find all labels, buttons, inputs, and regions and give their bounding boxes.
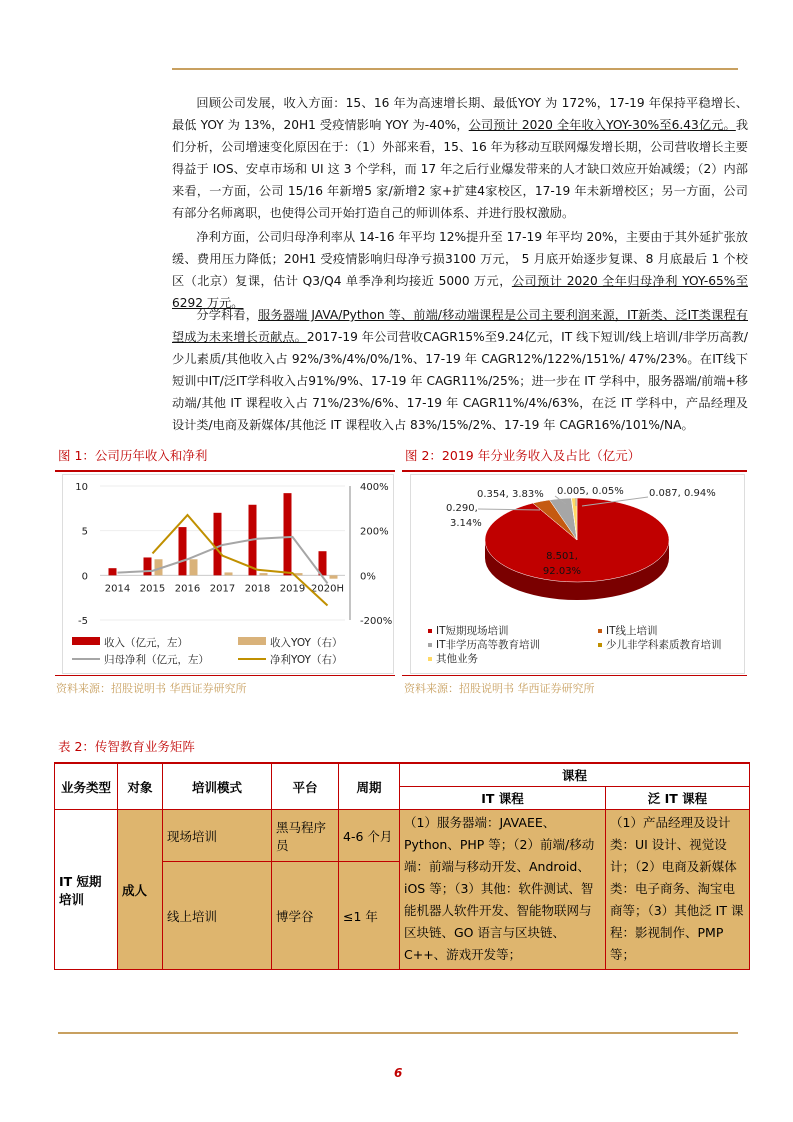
- page-number: 6: [394, 1066, 403, 1080]
- pie-label: 3.14%: [450, 518, 482, 529]
- header-it-course: IT 课程: [400, 787, 606, 810]
- right-axis-tick: 200%: [360, 526, 389, 538]
- x-axis-tick: 2020H: [311, 583, 344, 595]
- legend-swatch: [428, 629, 432, 633]
- left-axis-tick: 10: [75, 482, 88, 493]
- text: 我们分析，公司增速变化原因在于：（1）外部来看，15、16 年为移动互联网爆发增长期，公司营收增长主要得益于 IOS、安卓市场和 UI 这 3 个学科，而 17 年之后行业爆发带来的人才缺口效应开始减缓；（2）内部来看，一方面，公司 15/16 年新增5 家/新增2 家+扩建4家校区，17-19 年未新增校区；另一方面，公司有部分名师离职，也使得公司开始打造自己的师训体系、并进行股权激励。: [172, 118, 748, 220]
- header-fan-it-course: 泛 IT 课程: [606, 787, 750, 810]
- legend-label: 收入YOY（右）: [270, 637, 343, 649]
- right-axis-tick: 400%: [360, 482, 389, 493]
- header-target: 对象: [118, 763, 163, 810]
- right-axis-tick: 0%: [360, 571, 376, 583]
- x-axis-tick: 2015: [139, 583, 166, 595]
- header-mode: 培训模式: [163, 763, 272, 810]
- table-2-title: 表 2：传智教育业务矩阵: [58, 739, 195, 754]
- cell-platform-1: 黑马程序员: [272, 810, 339, 862]
- highlighted-text: 公司预计 2020 全年归母净利 YOY-65%至 6292 万元。: [172, 274, 749, 310]
- header-course: 课程: [400, 763, 750, 787]
- cell-target: 成人: [118, 810, 163, 970]
- legend-swatch: [428, 643, 432, 647]
- pie-label: 0.290,: [446, 503, 478, 514]
- legend-label: 少儿非学科素质教育培训: [606, 639, 722, 651]
- cell-period-1: 4-6 个月: [339, 810, 400, 862]
- legend-label: IT线上培训: [606, 625, 658, 637]
- footer-rule: [58, 1032, 738, 1034]
- pie-label: 92.03%: [542, 566, 582, 577]
- legend-swatch: [598, 629, 602, 633]
- cell-fan-it-courses: （1）产品经理及设计类：UI 设计、视觉设计；（2）电商及新媒体类：电子商务、淘宝电商等；（3）其他泛 IT 课程：影视制作、PMP 等；: [606, 810, 750, 970]
- pie-label: 0.087, 0.94%: [649, 488, 716, 499]
- pie-label: 0.005, 0.05%: [557, 486, 624, 497]
- text: 净利方面，公司归母净利率从 14-16 年平均 12%提升至 17-19 年平均 20%，主要由于其外延扩张放缓、费用压力降低；20H1 受疫情影响归母净亏损3100 万元， 5 月底开始逐步复课、8 月底最后 1 个校区（北京）复课，估计 Q3/Q4 单季净利均接近 5000 万元，: [172, 230, 748, 288]
- cell-mode-2: 线上培训: [163, 862, 272, 970]
- pie-label: 8.501,: [546, 551, 578, 562]
- legend-label: 归母净利（亿元，左）: [104, 654, 209, 666]
- header-platform: 平台: [272, 763, 339, 810]
- left-axis-tick: 0: [81, 571, 88, 583]
- legend-label: 收入（亿元，左）: [104, 637, 188, 649]
- x-axis-tick: 2016: [174, 583, 201, 595]
- cell-platform-2: 博学谷: [272, 862, 339, 970]
- legend-label: IT非学历高等教育培训: [436, 639, 541, 651]
- left-axis-tick: -5: [78, 616, 88, 627]
- header-period: 周期: [339, 763, 400, 810]
- x-axis-tick: 2017: [209, 583, 236, 595]
- cell-period-2: ≤1 年: [339, 862, 400, 970]
- divider: [402, 675, 747, 676]
- cell-it-courses: （1）服务器端：JAVAEE、Python、PHP 等；（2）前端/移动端：前端与移动开发、Android、iOS 等；（3）其他：软件测试、智能机器人软件开发、智能物联网与区块链、GO 语言与区块链、C++、游戏开发等；: [400, 810, 606, 970]
- figure-2-title: 图 2：2019 年分业务收入及占比（亿元）: [405, 448, 641, 463]
- legend-label: 其他业务: [436, 653, 478, 665]
- business-matrix-table: [54, 762, 750, 970]
- cell-mode-1: 现场培训: [163, 810, 272, 862]
- right-axis-tick: -200%: [360, 616, 393, 627]
- figure-1-title: 图 1：公司历年收入和净利: [58, 448, 208, 463]
- legend-label: 净利YOY（右）: [270, 654, 343, 666]
- legend-label: IT短期现场培训: [436, 625, 509, 637]
- x-axis-tick: 2018: [244, 583, 271, 595]
- legend-swatch: [428, 657, 432, 661]
- text: 2017-19 年公司营收CAGR15%至9.24亿元，IT 线下短训/线上培训/非学历高教/少儿素质/其他收入占 92%/3%/4%/0%/1%、17-19 年 CAGR12%/122%/151%/ 47%/23%。在IT线下短训中IT/泛IT学科收入占91%/9%、17-19 年 CAGR11%/25%；进一步在 IT 学科中，服务器端/前端+移动端/其他 IT 课程收入占 71%/23%/6%、17-19 年 CAGR11%/4%/63%，在泛 IT 学科中，产品经理及设计类/电商及新媒体/其他泛 IT 课程收入占 83%/15%/2%、17-19 年 CAGR16%/101%/NA。: [172, 330, 748, 432]
- figure-1-source: 资料来源：招股说明书 华西证券研究所: [56, 682, 247, 695]
- left-axis-tick: 5: [81, 526, 88, 538]
- highlighted-text: 公司预计 2020 全年收入YOY-30%至6.43亿元。: [468, 118, 736, 132]
- cell-type: IT 短期培训: [55, 810, 118, 970]
- text: 回顾公司发展，收入方面：15、16 年为高速增长期、最低YOY 为 172%，17-19 年保持平稳增长、最低 YOY 为 13%，20H1 受疫情影响 YOY 为-40%，: [172, 96, 748, 132]
- x-axis-tick: 2014: [104, 583, 131, 595]
- pie-label: 0.354, 3.83%: [477, 489, 544, 500]
- x-axis-tick: 2019: [279, 583, 306, 595]
- header-type: 业务类型: [55, 763, 118, 810]
- figure-2-source: 资料来源：招股说明书 华西证券研究所: [404, 682, 595, 695]
- legend-swatch: [598, 643, 602, 647]
- highlighted-text: 服务器端 JAVA/Python 等、前端/移动端课程是公司主要利润来源，IT新类、泛IT类课程有望成为未来增长贡献点。: [172, 308, 748, 344]
- text: 分学科看，: [196, 308, 259, 322]
